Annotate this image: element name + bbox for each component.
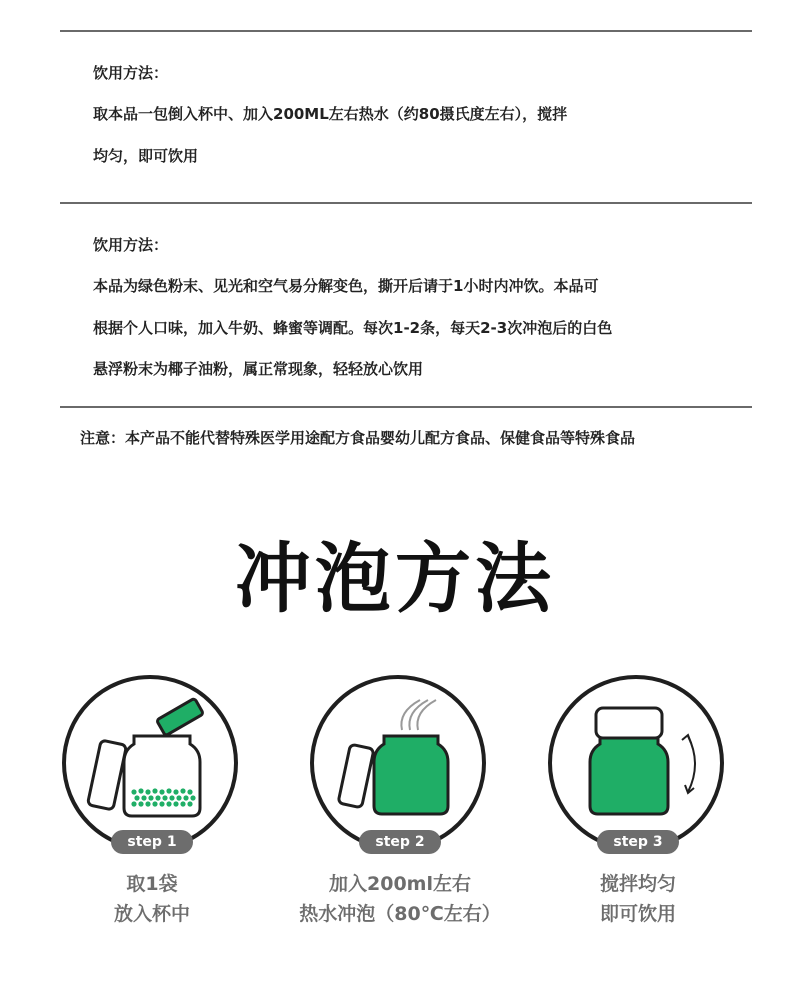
section2-line-1: 本品为绿色粉末、见光和空气易分解变色，撕开后请于1小时内冲饮。本品可 xyxy=(93,277,599,295)
step-2-badge: step 2 xyxy=(359,830,441,854)
divider-top xyxy=(60,30,752,32)
section1-heading: 饮用方法： xyxy=(93,64,169,82)
step-3-caption-line-1: 搅拌均匀 xyxy=(599,873,676,895)
step-1-caption-line-1: 取1袋 xyxy=(126,873,178,895)
section2-heading: 饮用方法： xyxy=(93,236,169,254)
step-3-caption-line-2: 即可饮用 xyxy=(599,903,676,925)
step-2-caption-line-1: 加入200ml左右 xyxy=(329,873,471,895)
section1-line-2: 均匀，即可饮用 xyxy=(93,147,199,165)
step-3 xyxy=(548,672,728,932)
divider-middle xyxy=(60,202,752,204)
step-1-caption-line-2: 放入杯中 xyxy=(113,903,190,925)
section1-line-1: 取本品一包倒入杯中、加入200ML左右热水（约80摄氏度左右），搅拌 xyxy=(93,105,568,123)
step-2-caption xyxy=(270,869,530,929)
step-1-illustration xyxy=(62,672,242,852)
step-3-badge: step 3 xyxy=(597,830,679,854)
page-title: 冲泡方法 xyxy=(235,534,555,623)
section2-line-2: 根据个人口味，加入牛奶、蜂蜜等调配。每次1-2条，每天2-3次冲泡后的白色 xyxy=(93,319,613,337)
step-1-badge: step 1 xyxy=(111,830,193,854)
divider-bottom xyxy=(60,406,752,408)
step-3-caption xyxy=(508,869,768,929)
step-1-caption xyxy=(22,869,282,929)
notice-text: 注意：本产品不能代替特殊医学用途配方食品婴幼儿配方食品、保健食品等特殊食品 xyxy=(80,429,636,447)
step-3-illustration xyxy=(548,672,728,852)
section2-line-3: 悬浮粉末为椰子油粉，属正常现象，轻轻放心饮用 xyxy=(93,360,424,378)
step-1 xyxy=(62,672,242,932)
step-2-illustration xyxy=(310,672,490,852)
step-2 xyxy=(299,672,501,932)
step-2-caption-line-2: 热水冲泡（80℃左右） xyxy=(299,903,501,925)
